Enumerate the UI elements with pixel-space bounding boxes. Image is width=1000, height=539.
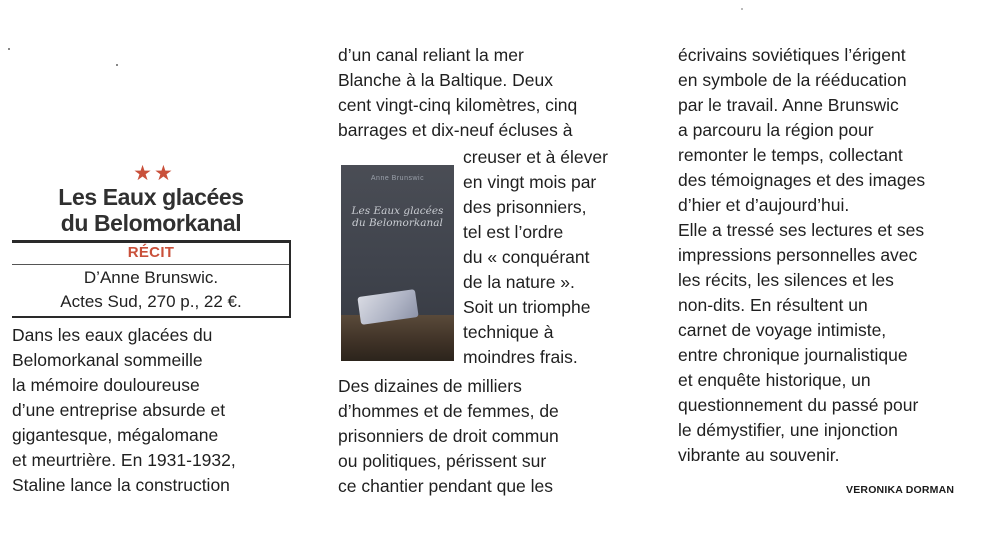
text-column-2-wrap [463,145,608,370]
book-title-line: du Belomorkanal [60,210,242,236]
credits-side-rule [289,240,291,318]
text-line: carnet de voyage intimiste, [678,320,887,340]
cover-title-line: du Belomorkanal [352,217,443,229]
text-line: Blanche à la Baltique. Deux [338,70,553,90]
text-line: entre chronique journalistique [678,345,908,365]
text-line: des témoignages et des images [678,170,926,190]
text-line: et meurtrière. En 1931-1932, [12,450,236,470]
text-line: prisonniers de droit commun [338,426,559,446]
text-line: d’une entreprise absurde et [12,400,226,420]
text-column-3 [678,43,925,468]
text-line: d’un canal reliant la mer [338,45,524,65]
text-line: des prisonniers, [463,197,587,217]
text-line: remonter le temps, collectant [678,145,903,165]
text-line: Belomorkanal sommeille [12,350,203,370]
text-line: moindres frais. [463,347,578,367]
text-line: non-dits. En résultent un [678,295,868,315]
text-line: d’hommes et de femmes, de [338,401,559,421]
text-line: cent vingt-cinq kilomètres, cinq [338,95,578,115]
text-line: ou politiques, périssent sur [338,451,547,471]
book-title-line: Les Eaux glacées [58,184,244,210]
text-line: tel est l’ordre [463,222,564,242]
text-line: barrages et dix-neuf écluses à [338,120,573,140]
text-line: technique à [463,322,554,342]
text-line: d’hier et d’aujourd’hui. [678,195,850,215]
reviewer-signature: VERONIKA DORMAN [846,484,955,496]
text-line: écrivains soviétiques l’érigent [678,45,906,65]
text-line: les récits, les silences et les [678,270,894,290]
text-line: en vingt mois par [463,172,597,192]
text-line: Staline lance la construction [12,475,230,495]
text-line: questionnement du passé pour [678,395,919,415]
cover-title [345,205,450,229]
text-line: Elle a tressé ses lectures et ses [678,220,925,240]
text-line: du « conquérant [463,247,590,267]
text-line: creuser et à élever [463,147,608,167]
text-line: en symbole de la rééducation [678,70,907,90]
author-credit: D’Anne Brunswic. [83,268,219,287]
text-line: par le travail. Anne Brunswic [678,95,899,115]
text-line: et enquête historique, un [678,370,871,390]
scan-speck [116,64,118,66]
text-line: le démystifier, une injonction [678,420,898,440]
cover-title-line: Les Eaux glacées [351,205,444,217]
text-line: la mémoire douloureuse [12,375,200,395]
rating-stars: ★★ [133,161,175,185]
scan-speck [741,8,743,10]
publisher-credit: Actes Sud, 270 p., 22 €. [60,292,242,311]
text-line: ce chantier pendant que les [338,476,554,496]
rubric-divider [12,264,290,265]
text-column-2-bottom [338,374,559,499]
text-line: gigantesque, mégalomane [12,425,219,445]
book-cover-image [341,165,454,361]
genre-rubric: RÉCIT [127,244,175,261]
text-column-2-top [338,43,577,143]
book-credits [12,266,290,314]
text-line: a parcouru la région pour [678,120,874,140]
text-column-1 [12,323,236,498]
scan-speck [8,48,10,50]
cover-author: Anne Brunswic [370,175,425,182]
text-line: impressions personnelles avec [678,245,918,265]
credits-rule [12,316,290,318]
text-line: vibrante au souvenir. [678,445,840,465]
header-rule [12,240,290,243]
book-title [12,184,290,236]
cover-landscape [341,315,454,361]
text-line: Dans les eaux glacées du [12,325,213,345]
text-line: Des dizaines de milliers [338,376,522,396]
text-line: Soit un triomphe [463,297,591,317]
text-line: de la nature ». [463,272,575,292]
